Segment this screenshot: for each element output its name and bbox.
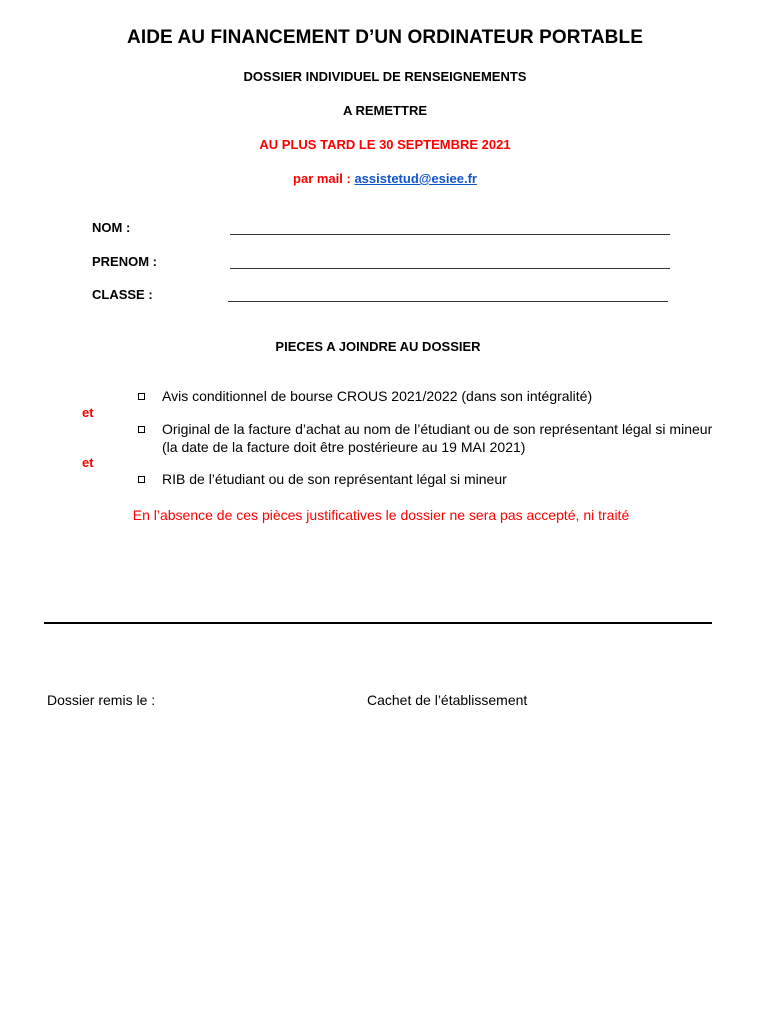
- piece-item: Original de la facture d’achat au nom de l’étudiant ou de son représentant légal si mineur (la date de la facture doit être postérieure au 19 MAI 2021): [162, 421, 713, 455]
- mail-prefix: par mail :: [293, 171, 355, 186]
- pieces-title: PIECES A JOINDRE AU DOSSIER: [275, 339, 481, 354]
- mail-link[interactable]: assistetud@esiee.fr: [354, 171, 477, 186]
- checkbox-icon[interactable]: [138, 476, 145, 483]
- connector-et: et: [82, 455, 94, 470]
- cachet-label: Cachet de l’établissement: [367, 692, 528, 708]
- checkbox-icon[interactable]: [138, 426, 145, 433]
- piece-item: RIB de l’étudiant ou de son représentant légal si mineur: [162, 471, 507, 487]
- mail-line: [0, 171, 770, 186]
- deadline-notice: AU PLUS TARD LE 30 SEPTEMBRE 2021: [259, 137, 511, 152]
- section-divider: [44, 622, 712, 624]
- classe-field-line[interactable]: [228, 301, 668, 302]
- document-title: AIDE AU FINANCEMENT D’UN ORDINATEUR PORTABLE: [127, 27, 643, 48]
- connector-et: et: [82, 405, 94, 420]
- nom-label: NOM :: [92, 220, 131, 235]
- dossier-remis-label: Dossier remis le :: [47, 692, 156, 708]
- warning-notice: En l’absence de ces pièces justificatives le dossier ne sera pas accepté, ni traité: [132, 507, 630, 523]
- nom-field-line[interactable]: [230, 234, 670, 235]
- document-subtitle: DOSSIER INDIVIDUEL DE RENSEIGNEMENTS: [243, 69, 527, 84]
- prenom-label: PRENOM :: [92, 254, 157, 269]
- checkbox-icon[interactable]: [138, 393, 145, 400]
- classe-label: CLASSE :: [92, 287, 153, 302]
- piece-item: Avis conditionnel de bourse CROUS 2021/2022 (dans son intégralité): [162, 388, 593, 404]
- prenom-field-line[interactable]: [230, 268, 670, 269]
- submit-label: A REMETTRE: [342, 103, 428, 118]
